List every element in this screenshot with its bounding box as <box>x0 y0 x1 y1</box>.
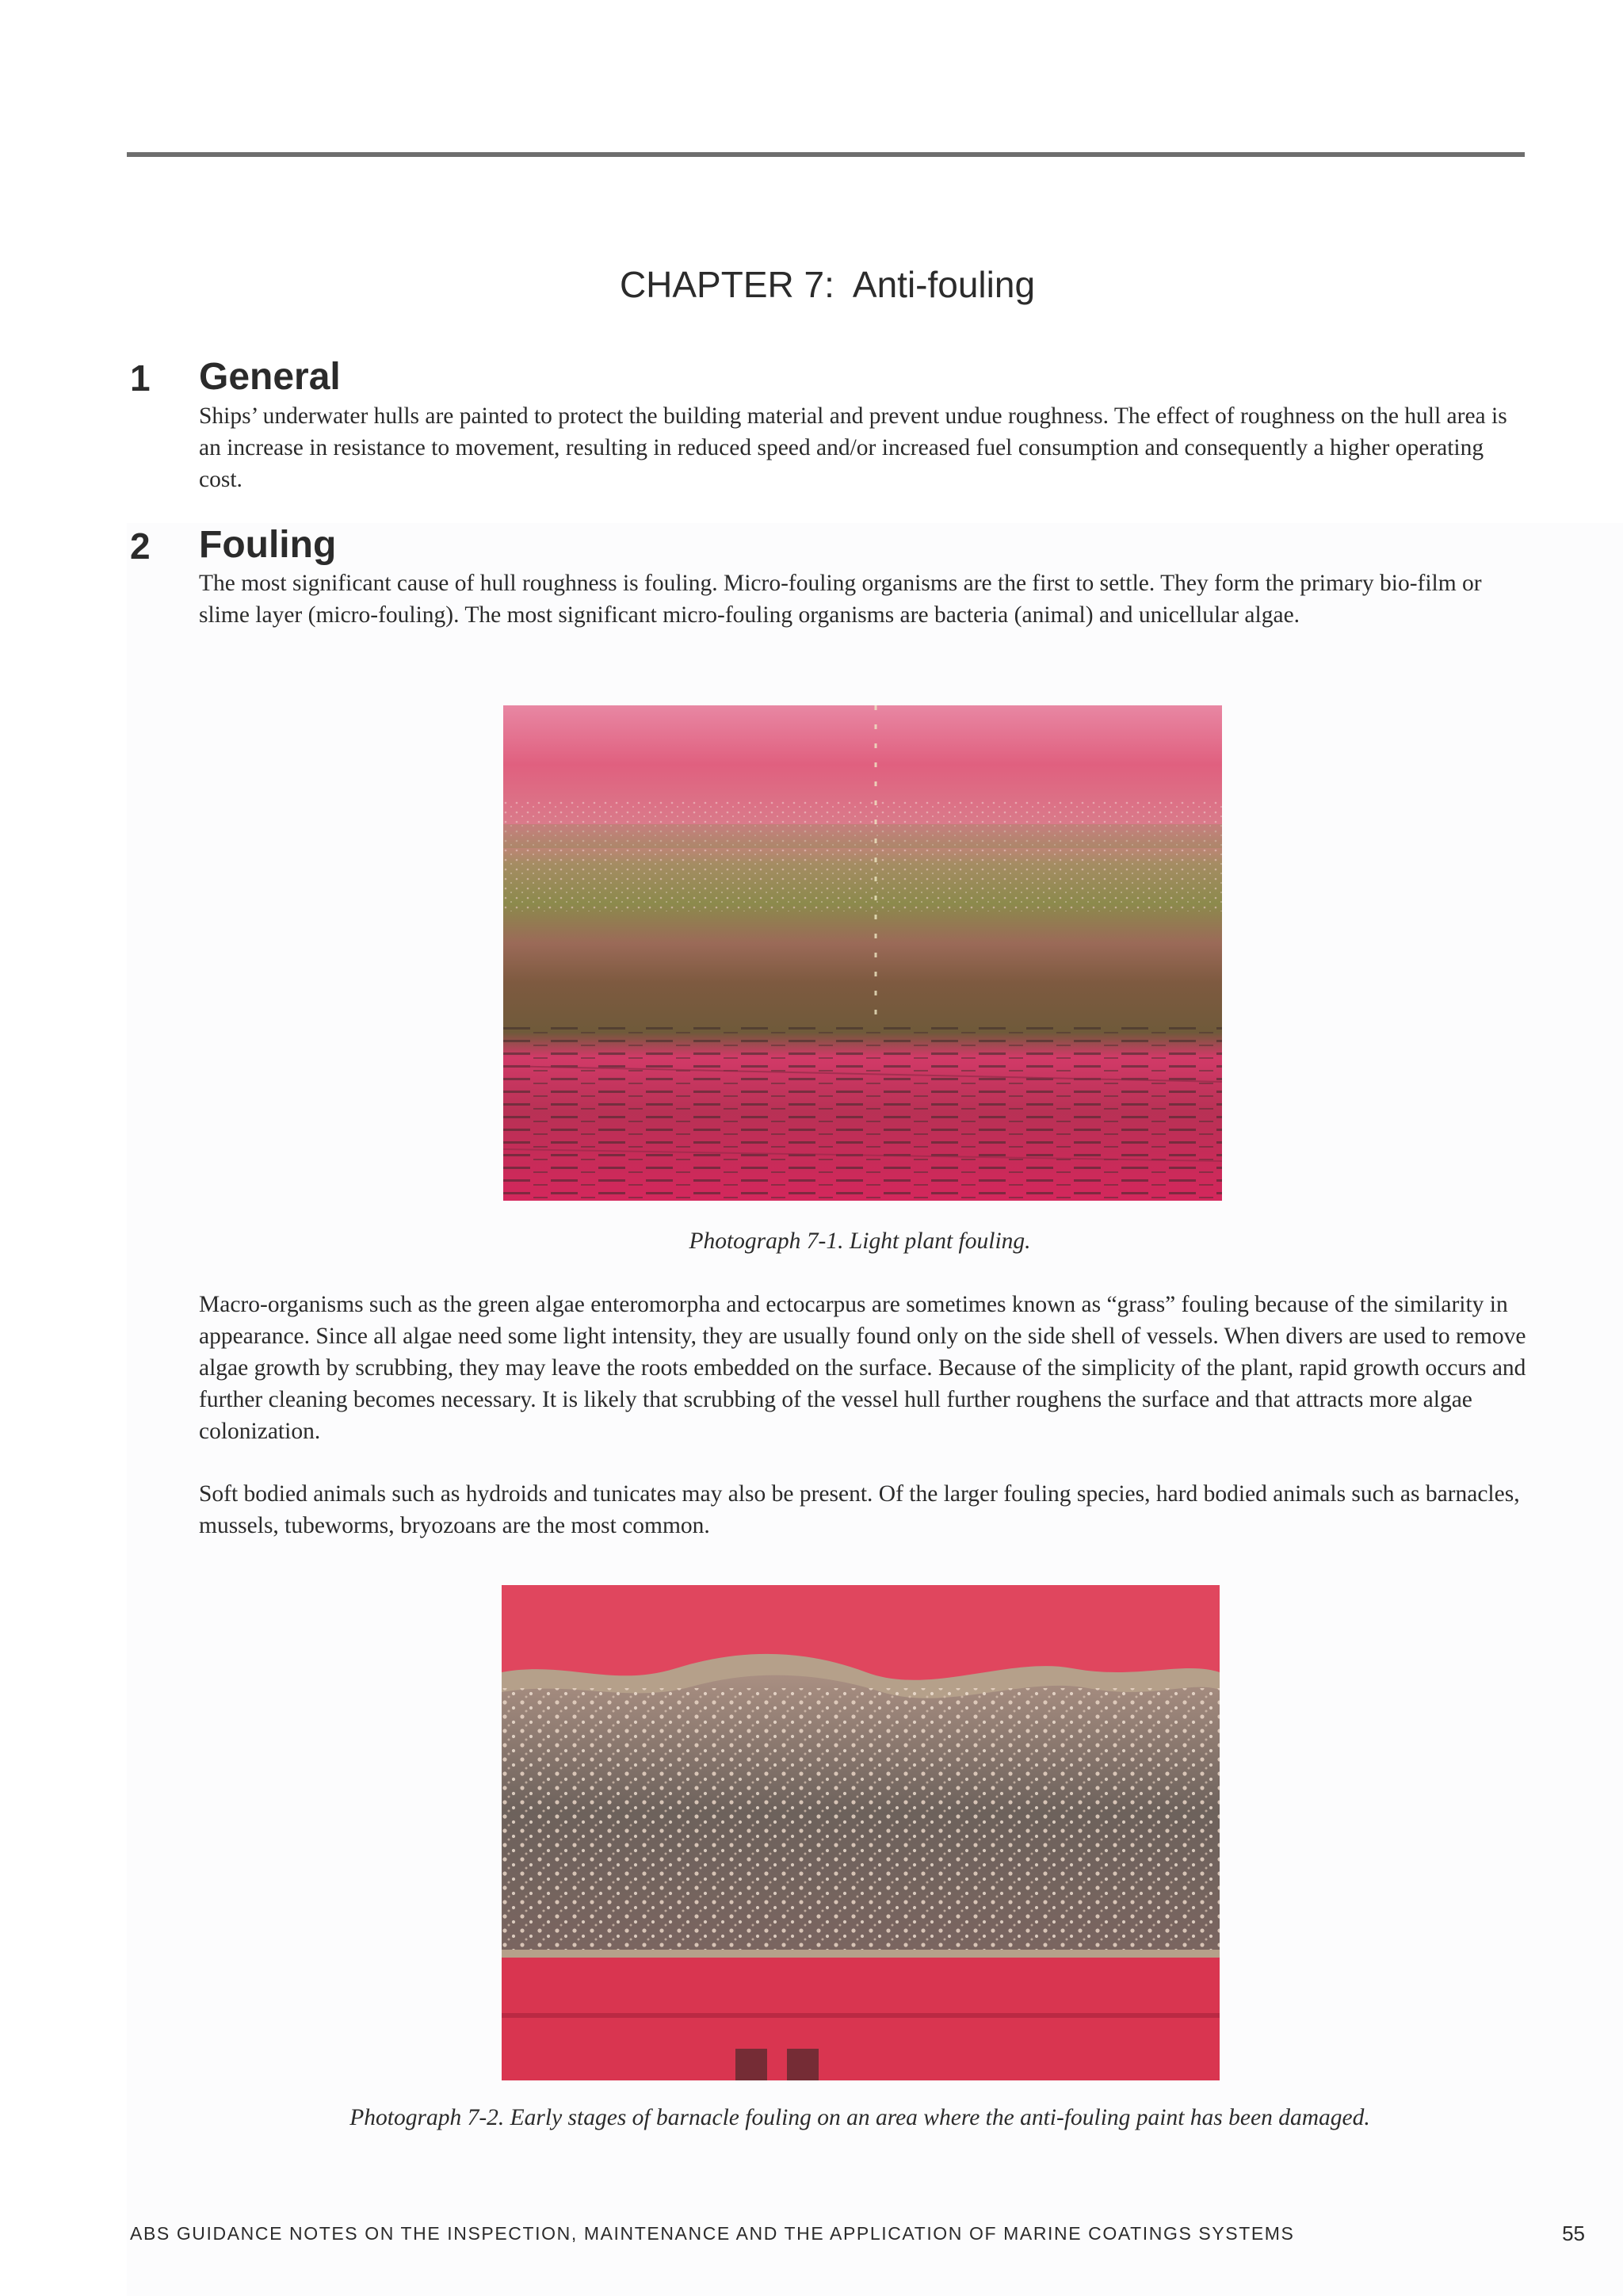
header-rule <box>127 152 1525 157</box>
photograph-barnacle-fouling <box>502 1585 1220 2080</box>
section-2-paragraph-3: Soft bodied animals such as hydroids and tunicates may also be present. Of the larger fouling species, hard bodied animals such as barnacles, mussels, tubeworms, bryozoans are the most common. <box>199 1481 1520 1538</box>
chapter-title: CHAPTER 7: Anti-fouling <box>619 264 1036 305</box>
footer-publication-title: ABS GUIDANCE NOTES ON THE INSPECTION, MAINTENANCE AND THE APPLICATION OF MARINE COATINGS SYSTEMS <box>130 2223 1295 2244</box>
photograph-1-caption: Photograph 7-1. Light plant fouling. <box>689 1228 1031 1254</box>
photograph-2-caption: Photograph 7-2. Early stages of barnacle fouling on an area where the anti-fouling paint has been damaged. <box>349 2105 1370 2130</box>
section-1-title: General <box>199 356 341 398</box>
photograph-light-plant-fouling <box>503 705 1222 1201</box>
section-2-number: 2 <box>130 525 151 567</box>
section-2-title: Fouling <box>199 524 337 566</box>
section-1-number: 1 <box>130 357 151 399</box>
page-number: 55 <box>1562 2222 1585 2245</box>
section-1-paragraph: Ships’ underwater hulls are painted to protect the building material and prevent undue roughness. The effect of roughness on the hull area is an increase in resistance to movement, resulting in reduced speed and/or increased fuel consumption and consequently a higher operating cost. <box>199 403 1507 492</box>
section-2-paragraph-1: The most significant cause of hull roughness is fouling. Micro-fouling organisms are the first to settle. They form the primary bio-film or slime layer (micro-fouling). The most significant micro-fouling organisms are bacteria (animal) and unicellular algae. <box>199 571 1482 628</box>
section-2-paragraph-2: Macro-organisms such as the green algae enteromorpha and ectocarpus are sometimes known as “grass” fouling because of the similarity in appearance. Since all algae need some light intensity, they are usually found only on the side shell of vessels. When divers are used to remove algae growth by scrubbing, they may leave the roots embedded on the surface. Because of the simplicity of the plant, rapid growth occurs and further cleaning becomes necessary. It is likely that scrubbing of the vessel hull further roughens the surface and that attracts more algae colonization. <box>199 1292 1526 1444</box>
